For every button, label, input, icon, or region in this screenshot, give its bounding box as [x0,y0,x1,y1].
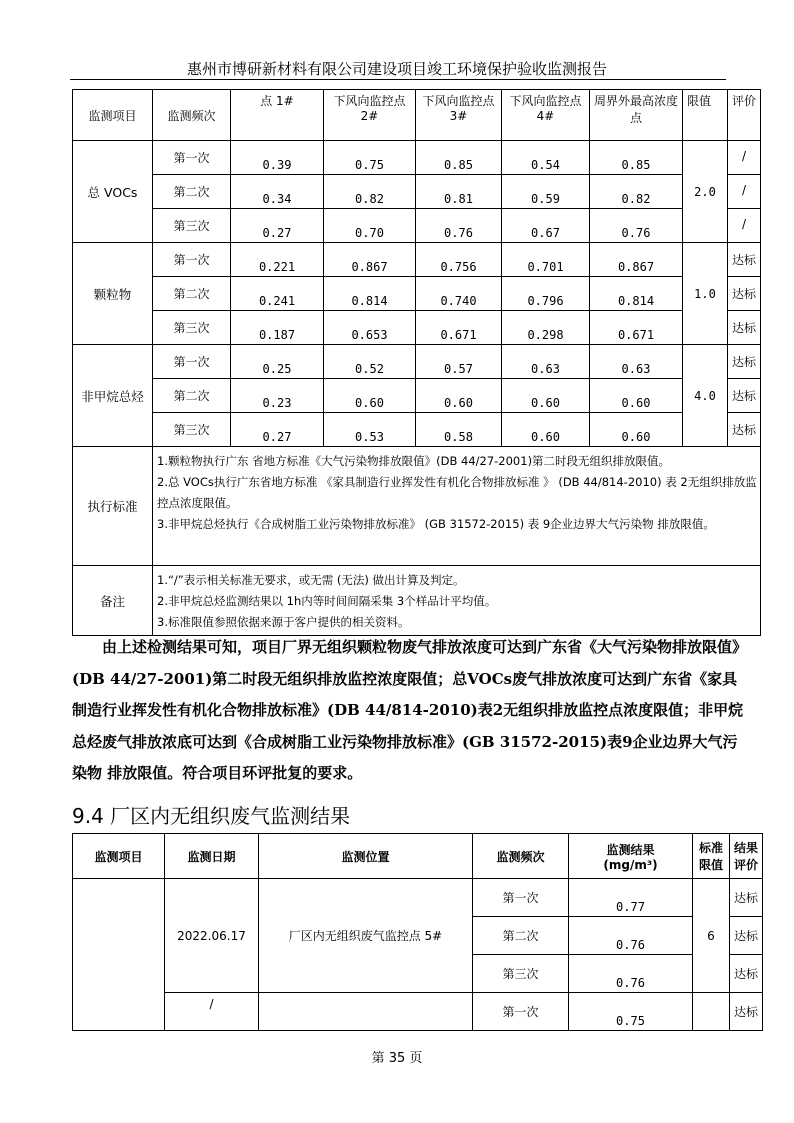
value-cell: 0.25 [231,345,324,379]
table-row [73,345,761,379]
monitoring-table-plant [72,833,763,1031]
monitoring-item: 颗粒物 [73,243,153,345]
column-header: 周界外最高浓度点 [590,90,683,141]
value-cell: 0.77 [569,879,693,917]
value-cell: 0.75 [324,141,416,175]
column-header: 评价 [728,90,761,141]
frequency-cell: 第三次 [153,413,231,447]
monitoring-item [73,879,165,1031]
frequency-cell: 第一次 [153,243,231,277]
evaluation-cell: 达标 [728,311,761,345]
value-cell: 0.75 [569,993,693,1031]
evaluation-cell: 达标 [730,917,763,955]
table-row [73,243,761,277]
header-rule [70,79,726,80]
column-header: 下风向监控点3# [416,90,502,141]
evaluation-cell: / [728,209,761,243]
value-cell: 0.298 [502,311,590,345]
value-cell: 0.60 [416,379,502,413]
value-cell: 0.60 [502,413,590,447]
header-line: 监测结果 [606,842,655,857]
frequency-cell: 第一次 [473,993,569,1031]
value-cell: 0.671 [590,311,683,345]
monitoring-table-boundary [72,89,761,636]
value-cell: 0.867 [590,243,683,277]
value-cell: 0.54 [502,141,590,175]
value-cell: 0.756 [416,243,502,277]
limit-cell [693,993,730,1031]
frequency-cell: 第一次 [153,345,231,379]
value-cell: 0.60 [590,379,683,413]
frequency-cell: 第二次 [153,277,231,311]
table-row [73,311,761,345]
header-unit: (mg/m³) [603,857,658,872]
value-cell: 0.23 [231,379,324,413]
limit-cell: 6 [693,879,730,993]
table-row [73,209,761,243]
standard-row-label: 执行标准 [73,447,153,566]
page-header: 惠州市博研新材料有限公司建设项目竣工环境保护验收监测报告 [186,60,607,78]
date-cell: 2022.06.17 [165,879,259,993]
value-cell: 0.221 [231,243,324,277]
table-row [73,879,763,917]
column-header: 点 1# [231,90,324,141]
frequency-cell: 第三次 [153,311,231,345]
value-cell: 0.60 [590,413,683,447]
frequency-cell: 第二次 [473,917,569,955]
location-cell: 厂区内无组织废气监控点 5# [259,879,473,993]
column-header: 限值 [683,90,728,141]
monitoring-item: 总 VOCs [73,141,153,243]
value-cell: 0.27 [231,209,324,243]
value-cell: 0.671 [416,311,502,345]
standard-row [73,447,761,566]
evaluation-cell: 达标 [728,413,761,447]
value-cell: 0.70 [324,209,416,243]
frequency-cell: 第三次 [473,955,569,993]
standard-row-content [153,447,761,566]
value-cell: 0.85 [416,141,502,175]
evaluation-cell: 达标 [730,879,763,917]
remark-row [73,566,761,636]
value-cell: 0.796 [502,277,590,311]
note-line: 3.非甲烷总烃执行《合成树脂工业污染物排放标准》 (GB 31572-2015) 表 9企业边界大气污染物 排放限值。 [157,517,715,531]
column-header: 监测项目 [73,90,153,141]
table-row [73,413,761,447]
evaluation-cell: 达标 [728,345,761,379]
evaluation-cell: 达标 [730,993,763,1031]
value-cell: 0.187 [231,311,324,345]
table-row [73,993,763,1031]
note-line: 1.颗粒物执行广东 省地方标准《大气污染物排放限值》(DB 44/27-2001)第二时段无组织排放限值。 [157,454,671,468]
evaluation-cell: / [728,141,761,175]
value-cell: 0.60 [502,379,590,413]
value-cell: 0.82 [324,175,416,209]
table-header-row [73,834,763,879]
value-cell: 0.52 [324,345,416,379]
section-title: 9.4 厂区内无组织废气监测结果 [72,804,351,828]
note-line: 2.总 VOCs执行广东省地方标准 《家具制造行业挥发性有机化合物排放标准 》 (DB 44/814-2010) 表 2无组织排放监控点浓度限值。 [157,475,757,510]
frequency-cell: 第一次 [473,879,569,917]
value-cell: 0.76 [416,209,502,243]
note-line: 3.标准限值参照依据来源于客户提供的相关资料。 [157,615,410,629]
value-cell: 0.59 [502,175,590,209]
remark-row-label: 备注 [73,566,153,636]
frequency-cell: 第二次 [153,175,231,209]
column-header: 监测位置 [259,834,473,879]
conclusion-paragraph: 由上述检测结果可知，项目厂界无组织颗粒物废气排放浓度可达到广东省《大气污染物排放限值》(DB 44/27-2001)第二时段无组织排放监控浓度限值；总VOCs废气排放浓度可达到广东省《家具制造行业挥发性有机化合物排放标准》(DB 44/814-2010)表2无组织排放监控点浓度限值；非甲烷总烃废气排放浓底可达到《合成树脂工业污染物排放标准》(GB 31572-2015)表9企业边界大气污染物 排放限值。符合项目环评批复的要求。 [72,638,748,782]
table-header-row [73,90,761,141]
frequency-cell: 第三次 [153,209,231,243]
value-cell: 0.63 [502,345,590,379]
frequency-cell: 第二次 [153,379,231,413]
evaluation-cell: 达标 [728,243,761,277]
value-cell: 0.82 [590,175,683,209]
table-row [73,277,761,311]
column-header: 监测频次 [473,834,569,879]
value-cell: 0.814 [324,277,416,311]
limit-cell: 1.0 [683,243,728,345]
column-header: 监测频次 [153,90,231,141]
note-line: 2.非甲烷总烃监测结果以 1h内等时间间隔采集 3个样品计平均值。 [157,594,497,608]
page-number: 第 35 页 [371,1051,423,1066]
value-cell: 0.241 [231,277,324,311]
value-cell: 0.76 [569,955,693,993]
note-line: 1.“/”表示相关标准无要求，或无需 (无法) 做出计算及判定。 [157,573,465,587]
value-cell: 0.867 [324,243,416,277]
column-header: 下风向监控点4# [502,90,590,141]
remark-row-content [153,566,761,636]
column-header: 标准限值 [693,834,730,879]
value-cell: 0.34 [231,175,324,209]
value-cell: 0.76 [569,917,693,955]
value-cell: 0.27 [231,413,324,447]
value-cell: 0.67 [502,209,590,243]
evaluation-cell: 达标 [728,379,761,413]
value-cell: 0.814 [590,277,683,311]
column-header [569,834,693,879]
value-cell: 0.53 [324,413,416,447]
table-row [73,175,761,209]
column-header: 结果评价 [730,834,763,879]
value-cell: 0.85 [590,141,683,175]
evaluation-cell: / [728,175,761,209]
monitoring-item: 非甲烷总烃 [73,345,153,447]
value-cell: 0.39 [231,141,324,175]
column-header: 监测项目 [73,834,165,879]
evaluation-cell: 达标 [730,955,763,993]
value-cell: 0.81 [416,175,502,209]
limit-cell: 4.0 [683,345,728,447]
value-cell: 0.701 [502,243,590,277]
value-cell: 0.76 [590,209,683,243]
location-cell [259,993,473,1031]
evaluation-cell: 达标 [728,277,761,311]
value-cell: 0.740 [416,277,502,311]
date-cell: / [165,993,259,1031]
value-cell: 0.653 [324,311,416,345]
limit-cell: 2.0 [683,141,728,243]
frequency-cell: 第一次 [153,141,231,175]
column-header: 监测日期 [165,834,259,879]
column-header: 下风向监控点2# [324,90,416,141]
value-cell: 0.60 [324,379,416,413]
value-cell: 0.58 [416,413,502,447]
value-cell: 0.63 [590,345,683,379]
table-row [73,141,761,175]
table-row [73,379,761,413]
value-cell: 0.57 [416,345,502,379]
